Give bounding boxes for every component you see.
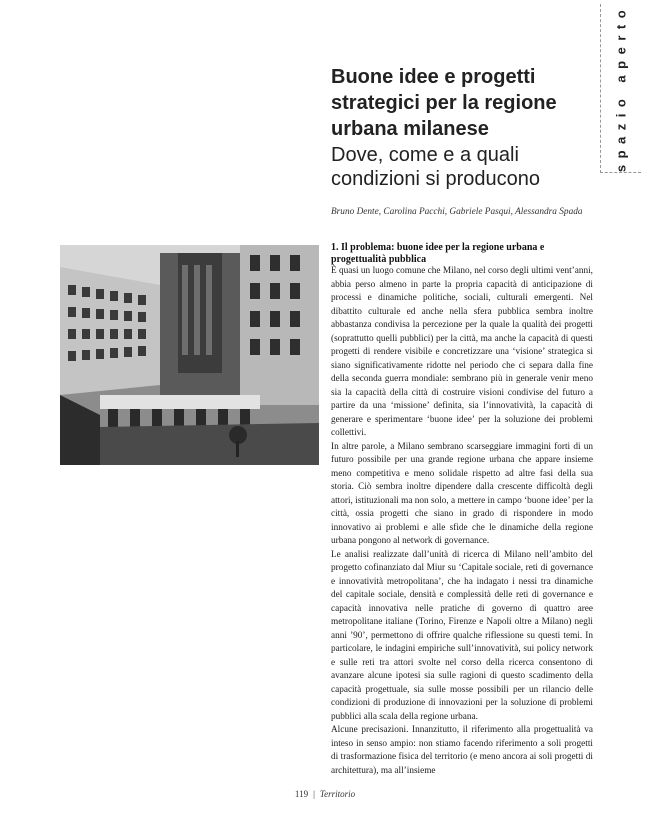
paragraph: Alcune precisazioni. Innanzitutto, il riferimento alla progettualità va inteso in senso ampio: non stiamo facendo riferimento a soli progetti di trasformazione fisica del territorio (e meno ancora ai soli progetti di architettura), ma all’insieme xyxy=(331,725,593,776)
page-number: 119 xyxy=(294,789,309,799)
section-heading: 1. Il problema: buone idee per la regione urbana e progettualità pubblica xyxy=(331,242,545,265)
page-footer xyxy=(0,789,650,799)
article-authors: Bruno Dente, Carolina Pacchi, Gabriele Pasqui, Alessandra Spada xyxy=(331,207,583,217)
section-tab-label: spazio aperto xyxy=(613,3,629,173)
paragraph: È quasi un luogo comune che Milano, nel corso degli ultimi vent’anni, abbia perso almeno in parte la propria capacità di anticipazione di processi e dinamiche politiche, sociali, culturali emergenti. Nel dibattito culturale ed anche nella sfera pubblica sembra inoltre abbastanza condivisa la percezione per la quale la qualità dei progetti (soprattutto quelli pubblici) per la città, ma anche la capacità di questi progetti di rendere visibile e concretizzare una ‘visione’ strategica si siano significativamente ridotte nel periodo che ci separa dalla fine della seconda guerra mondiale: sembrano più in generale venir meno sia la capacità della città di costruire visioni condivise del futuro a partire da una ‘missione’ definita, sia l’innovatività, la capacità di generare e sperimentare ‘buone idee’ per la soluzione dei problemi collettivi. xyxy=(331,266,593,438)
building-photo xyxy=(60,245,319,465)
footer-separator: | xyxy=(313,789,315,799)
article-body xyxy=(331,242,593,778)
article-title: Buone idee e progetti strategici per la regione urbana milanese xyxy=(331,66,557,140)
journal-name: Territorio xyxy=(319,789,356,799)
paragraph: In altre parole, a Milano sembrano scarseggiare immagini forti di un futuro possibile per una grande regione urbana che appare insieme meno competitiva e meno solidale rispetto ad altre fasi della sua storia. Ciò sembra inoltre dipendere dalla crescente difficoltà degli attori, istituzionali ma non solo, a mettere in campo ‘buone idee’ per la città, ossia progetti che siano in grado di rispondere in modo innovativo ai problemi e alle sfide che le dinamiche della regione urbana pongono al network di governance. xyxy=(331,441,593,546)
section-tab xyxy=(600,4,641,173)
paragraph: Le analisi realizzate dall’unità di ricerca di Milano nell’ambito del progetto cofinanziato dal Miur su ‘Capitale sociale, reti di governance e innovatività metropolitana’, che ha indagato i nessi tra dinamiche del capitale sociale, densità e complessità delle reti di governance e capacità innovativa nelle pratiche di governo di quattro aree metropolitane italiane (Torino, Firenze e Napoli oltre a Milano) negli anni ’90’, permettono di offrire qualche riflessione su questi temi. In particolare, le indagini empiriche sull’innovatività, sui policy network e sulle reti tra attori svolte nel corso della ricerca consentono di avanzare alcune ipotesi sia sulle ragioni di questo scadimento della capacità progettuale, sia sulle mosse possibili per un rilancio delle condizioni di produzione di innovazioni per la soluzione di problemi pubblici alla scala della regione urbana. xyxy=(331,549,593,722)
article-subtitle: Dove, come e a quali condizioni si producono xyxy=(331,144,541,190)
